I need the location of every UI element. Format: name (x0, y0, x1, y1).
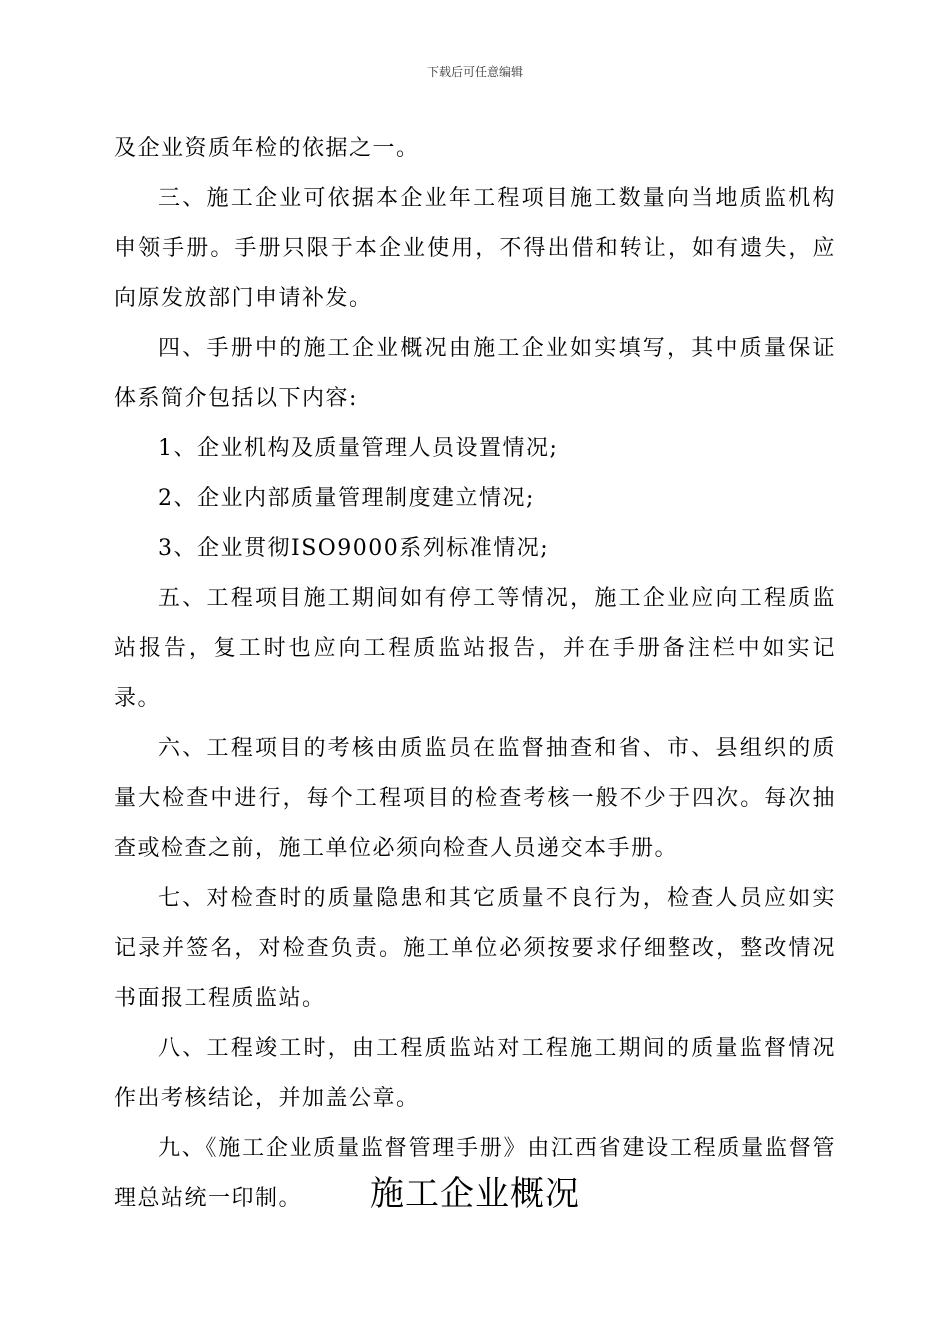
paragraph-item-3: 三、施工企业可依据本企业年工程项目施工数量向当地质监机构申领手册。手册只限于本企业使用，不得出借和转让，如有遗失，应向原发放部门申请补发。 (114, 186, 836, 311)
paragraph-item-7: 七、对检查时的质量隐患和其它质量不良行为，检查人员应如实记录并签名，对检查负责。施工单位必须按要求仔细整改，整改情况书面报工程质监站。 (114, 886, 836, 1011)
paragraph-item-8: 八、工程竣工时，由工程质监站对工程施工期间的质量监督情况作出考核结论，并加盖公章。 (114, 1036, 836, 1111)
document-body (114, 124, 836, 1224)
paragraph-item-9: 九、《施工企业质量监督管理手册》由江西省建设工程质量监督管理总站统一印制。 (114, 1136, 836, 1211)
paragraph-item-4: 四、手册中的施工企业概况由施工企业如实填写，其中质量保证体系简介包括以下内容: (114, 336, 836, 411)
page-header-note: 下载后可任意编辑 (426, 65, 523, 79)
paragraph-item-6: 六、工程项目的考核由质监员在监督抽查和省、市、县组织的质量大检查中进行，每个工程项目的检查考核一般不少于四次。每次抽查或检查之前，施工单位必须向检查人员递交本手册。 (114, 736, 836, 861)
section-title: 施工企业概况 (370, 1174, 580, 1214)
paragraph-subitem-3: 3、企业贯彻ISO9000系列标准情况; (158, 536, 550, 561)
paragraph-continuation: 及企业资质年检的依据之一。 (114, 136, 420, 161)
paragraph-subitem-2: 2、企业内部质量管理制度建立情况; (158, 486, 535, 511)
paragraph-item-5: 五、工程项目施工期间如有停工等情况，施工企业应向工程质监站报告，复工时也应向工程质监站报告，并在手册备注栏中如实记录。 (114, 586, 836, 711)
paragraph-subitem-1: 1、企业机构及质量管理人员设置情况; (158, 436, 559, 461)
